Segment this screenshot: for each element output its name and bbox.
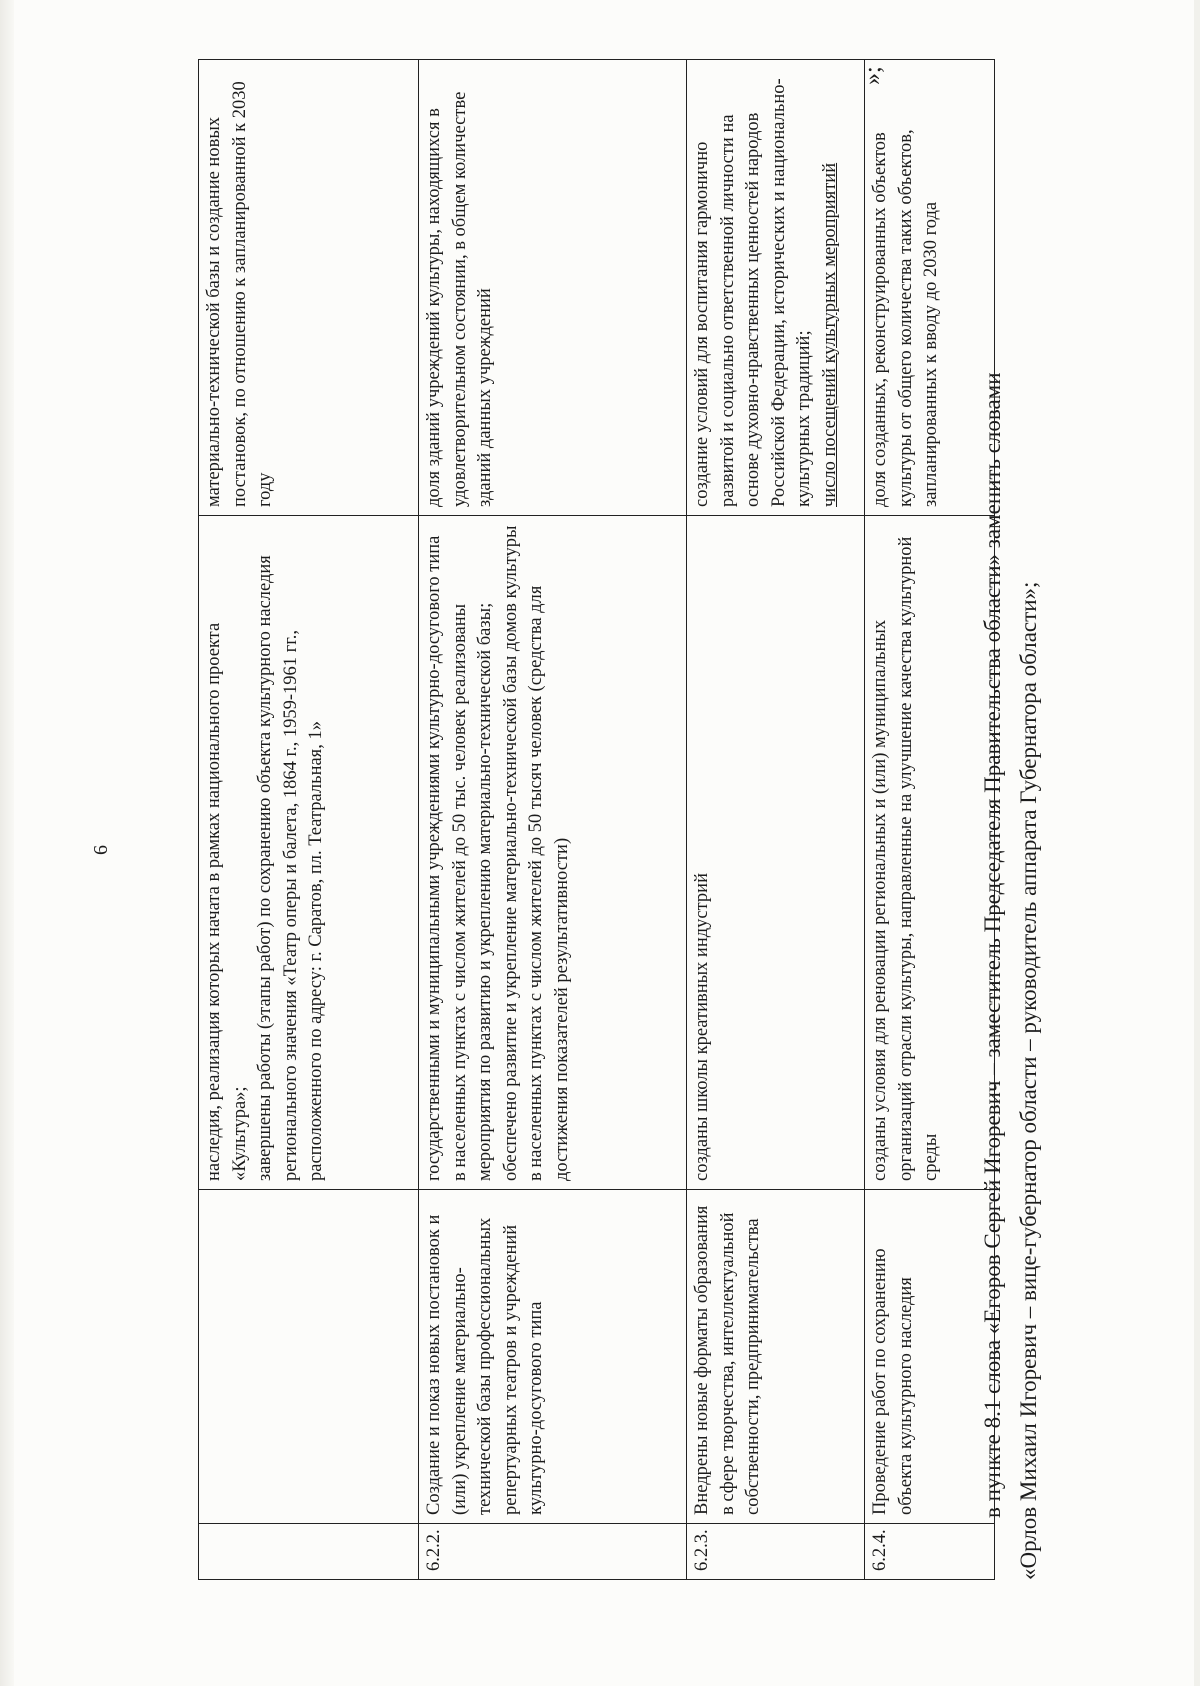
- result-text: обеспечено развитие и укрепление материально-технической базы домов культуры в населенных пунктах с числом жителей до 50 тысяч человек (средства для достижения показателей результативности): [500, 525, 572, 1181]
- closing-mark: »;: [860, 66, 886, 85]
- result-text: созданы школы креативных индустрий: [692, 873, 712, 1181]
- task-cell: Проведение работ по сохранению объекта культурного наследия: [865, 1190, 995, 1524]
- row-number: 6.2.2.: [419, 1524, 687, 1580]
- indicator-text: материально-технической базы и создание новых постановок, по отношению к запланированной к 2030 году: [204, 81, 275, 507]
- table-row: [419, 60, 687, 1580]
- indicators-cell: [199, 60, 419, 516]
- footer-line-1: в пункте 8.1 слова «Егоров Сергей Игоревич – заместитель Председателя Правительства области» заменить словами: [980, 372, 1005, 1518]
- results-cell: [199, 516, 419, 1190]
- result-text: наследия, реализация которых начата в рамках национального проекта «Культура»;: [204, 622, 250, 1181]
- results-cell: [419, 516, 687, 1190]
- indicator-text: доля зданий учреждений культуры, находящихся в удовлетворительном состоянии, в общем количестве зданий данных учреждений: [424, 91, 495, 507]
- results-cell: [687, 516, 865, 1190]
- result-text: завершены работы (этапы работ) по сохранению объекта культурного наследия регионального значения «Театр оперы и балета, 1864 г., 1959-1961 гг., расположенного по адресу: г. Саратов, пл. Театральная, 1»: [255, 555, 326, 1181]
- table-row: [687, 60, 865, 1580]
- scan-edge: [0, 0, 14, 1686]
- indicator-text: создание условий для воспитания гармонично развитой и социально ответственной личности на основе духовно-нравственных ценностей народов Российской Федерации, исторических и национально-культурных традиций;: [692, 78, 814, 507]
- indicator-underlined: число посещений культурных мероприятий: [819, 162, 840, 507]
- scan-edge-right: [1194, 0, 1200, 1686]
- indicator-text: доля созданных, реконструированных объектов культуры от общего количества таких объектов, запланированных к вводу до 2030 года: [870, 129, 941, 507]
- task-cell: [199, 1190, 419, 1524]
- task-cell: Внедрены новые форматы образования в сфере творчества, интеллектуальной собственности, предпринимательства: [687, 1190, 865, 1524]
- footer-text: [975, 110, 1047, 1580]
- result-text: созданы условия для реновации региональных и (или) муниципальных организаций отрасли культуры, направленные на улучшение качества культурной среды: [870, 536, 941, 1181]
- program-table: [198, 59, 995, 1580]
- result-text: государственными и муниципальными учреждениями культурно-досугового типа в населенных пунктах с числом жителей до 50 тыс. человек реализованы мероприятия по развитию и укреплению материально-технической базы;: [424, 535, 495, 1181]
- row-number: 6.2.4.: [865, 1524, 995, 1580]
- task-cell: Создание и показ новых постановок и (или) укрепление материально-технической базы профессиональных репертуарных театров и учреждений культурно-досугового типа: [419, 1190, 687, 1524]
- row-number: 6.2.3.: [687, 1524, 865, 1580]
- footer-line-2: «Орлов Михаил Игоревич – вице-губернатор области – руководитель аппарата Губернатора области»;: [1016, 581, 1041, 1580]
- rotated-page: [90, 66, 1110, 1630]
- indicators-cell: [687, 60, 865, 516]
- row-number: [199, 1524, 419, 1580]
- page-number: 6: [90, 845, 112, 855]
- indicators-cell: [419, 60, 687, 516]
- table-row: [199, 60, 419, 1580]
